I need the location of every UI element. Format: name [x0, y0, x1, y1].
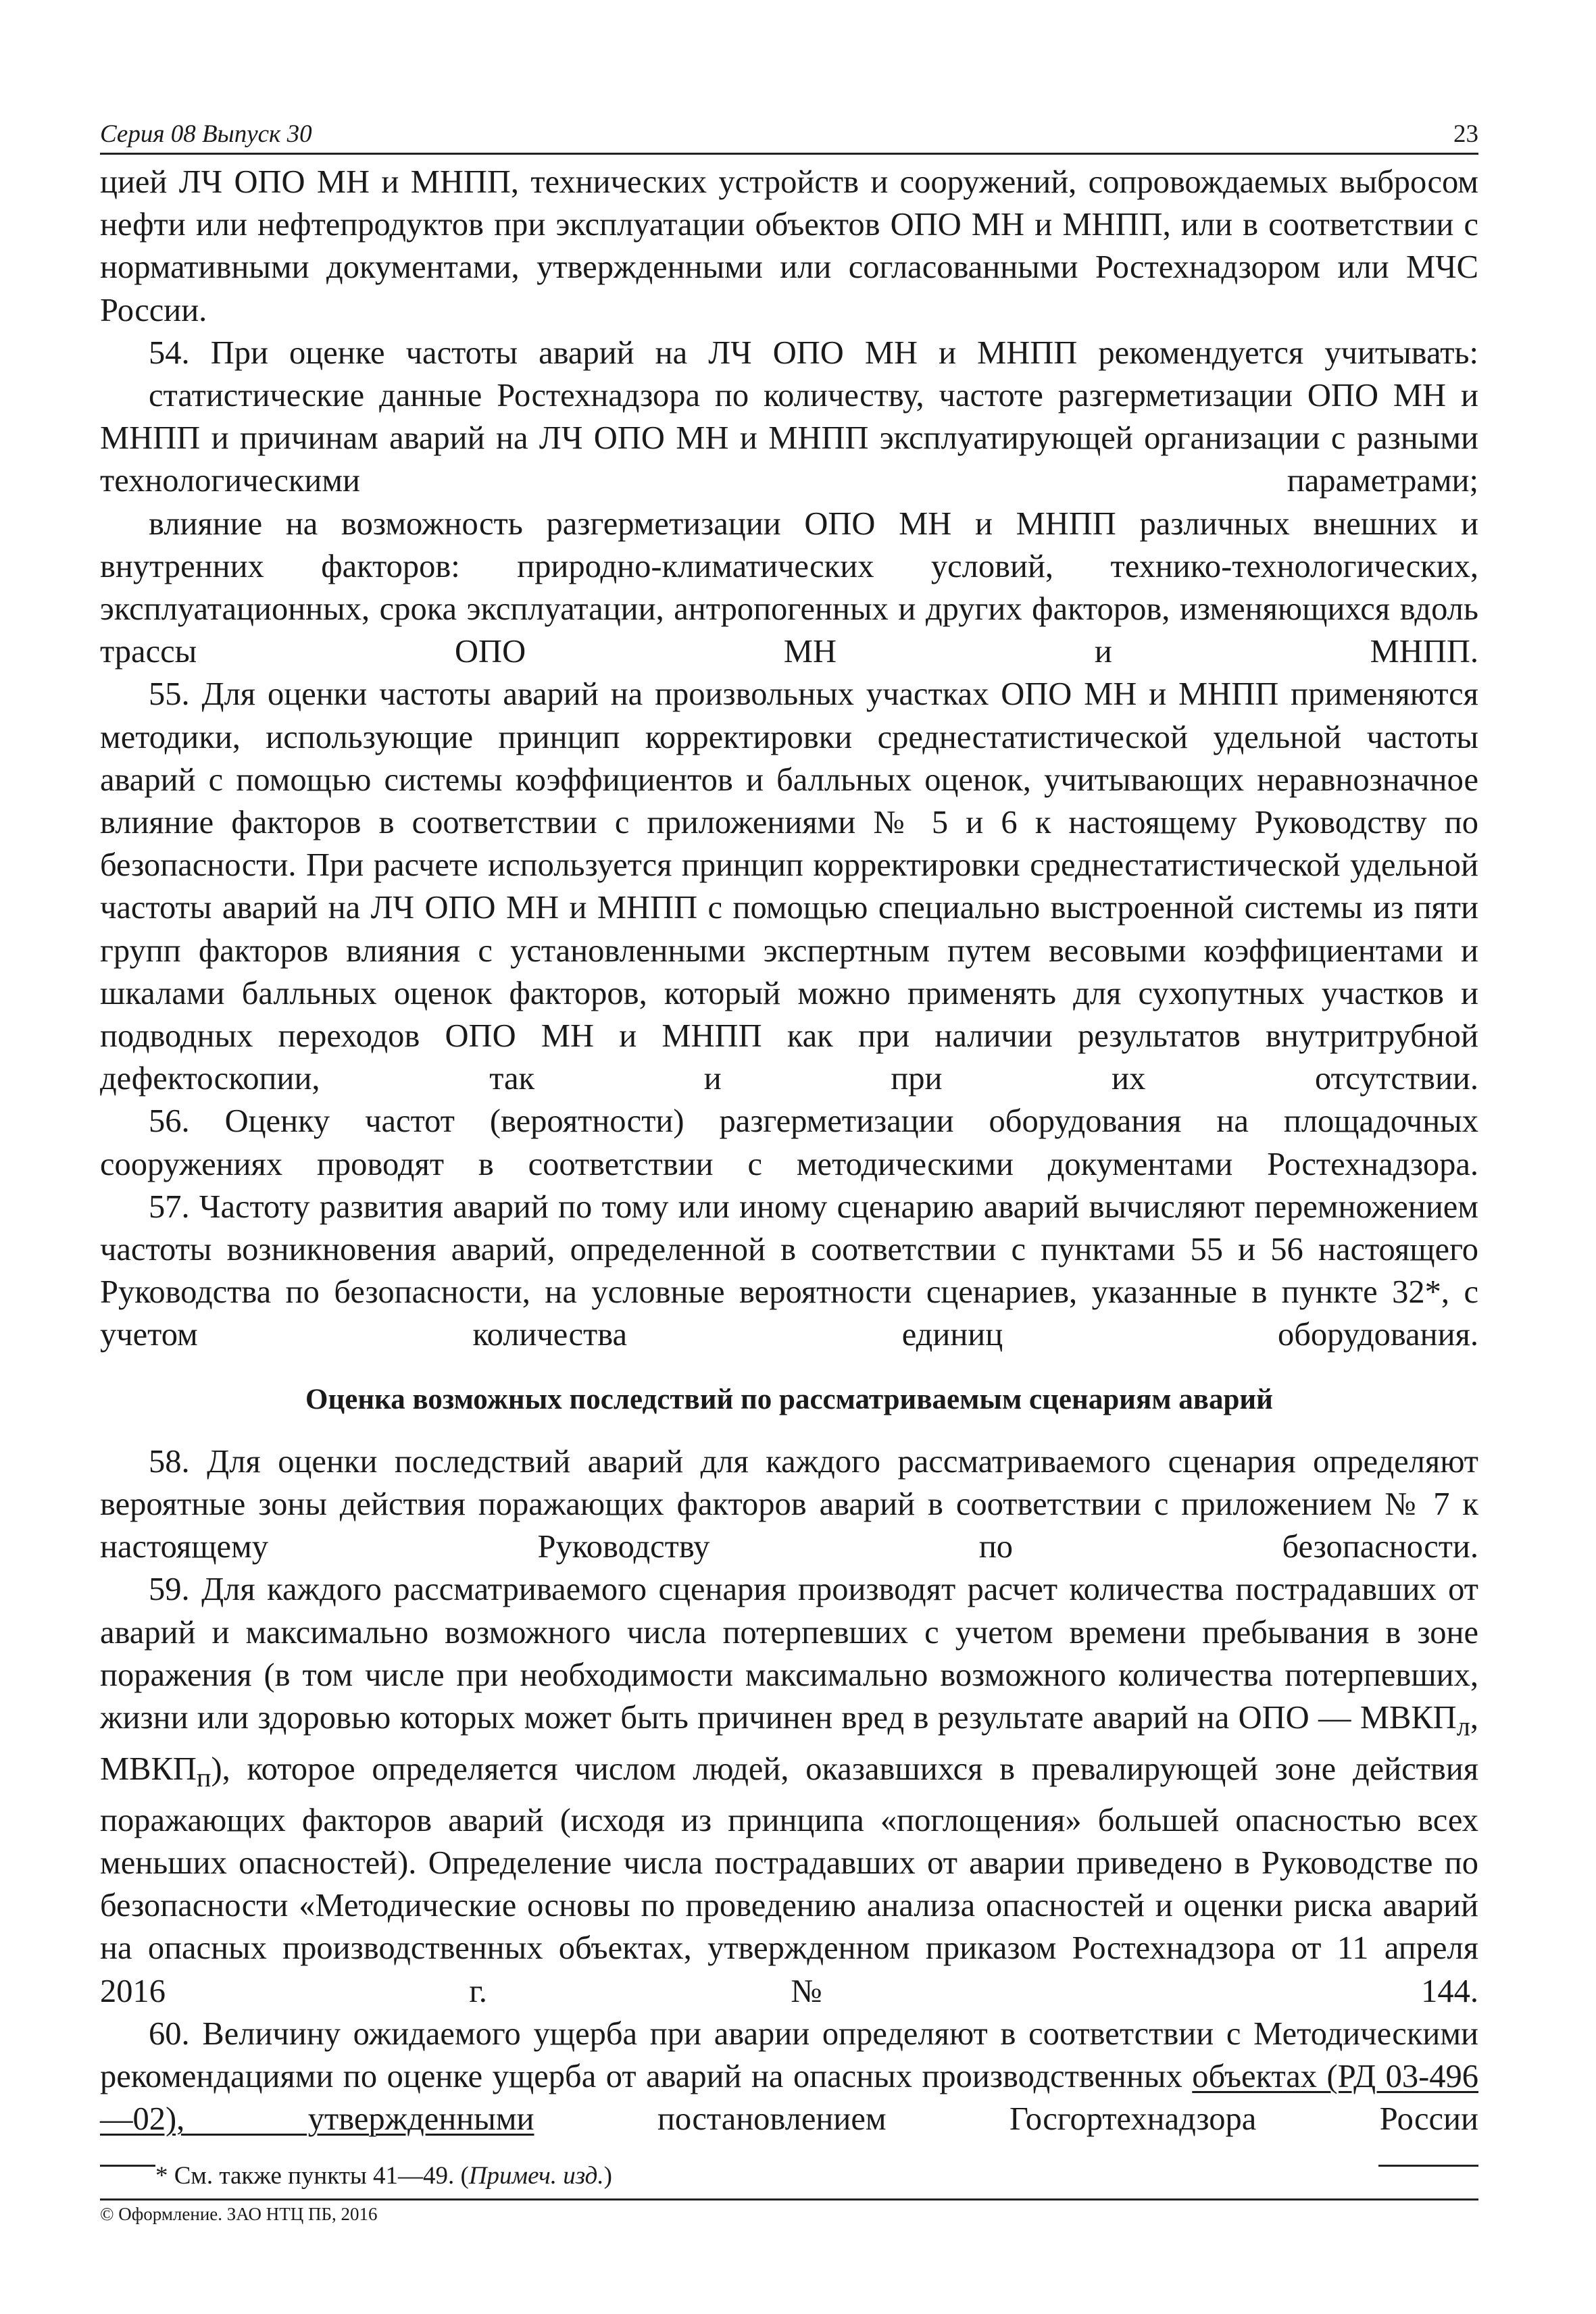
- paragraph-57: 57. Частоту развития аварий по тому или иному сценарию аварий вычисляют перемножением частоты возникновения аварий, определенной в соответствии с пунктами 55 и 56 настоящего Руководства по безопасности, на условные вероятности сценариев, указанные в пункте 32*, с учетом количества единиц оборудования.: [100, 1188, 1478, 1353]
- paragraph-59-part-a: 59. Для каждого рассматриваемого сценария производят расчет количества пострадавших от аварий и максимально возможного числа потерпевших с учетом времени пребывания в зоне поражения (в том числе при необходимости максимально возможного количества потерпевших, жизни или здоровью которых может быть причинен вред в результате аварий на ОПО — МВКП: [100, 1571, 1478, 1736]
- paragraph-58: 58. Для оценки последствий аварий для каждого рассматриваемого сценария определяют вероятные зоны действия поражающих факторов аварий в соответствии с приложением № 7 к настоящему Руководству по безопасности.: [100, 1443, 1478, 1565]
- paragraph-59: [100, 1568, 1478, 2012]
- footnote: [155, 2159, 1378, 2193]
- body-text: [100, 161, 1478, 2140]
- page-number: 23: [1453, 120, 1478, 148]
- subscript-l: л: [1456, 1711, 1470, 1742]
- paragraph-54-item-1: статистические данные Ростехнадзора по количеству, частоте разгерметизации ОПО МН и МНПП и причинам аварий на ЛЧ ОПО МН и МНПП эксплуатирующей организации с разными технологическими параметрами;: [100, 378, 1478, 499]
- paragraph-intro: цией ЛЧ ОПО МН и МНПП, технических устройств и сооружений, сопровождаемых выбросом нефти или нефтепродуктов при эксплуатации объектов ОПО МН и МНПП, или в соответствии с нормативными документами, утвержденными или согласованными Ростехнадзором или МЧС России.: [100, 164, 1478, 328]
- section-heading: Оценка возможных последствий по рассматриваемым сценариям аварий: [305, 1383, 1273, 1415]
- paragraph-54-item-2: влияние на возможность разгерметизации ОПО МН и МНПП различных внешних и внутренних факторов: природно-климатических условий, технико-технологических, эксплуатационных, срока эксплуатации, антропогенных и других факторов, изменяющихся вдоль трассы ОПО МН и МНПП.: [100, 505, 1478, 670]
- paragraph-59-part-b: , МВКП: [100, 1699, 1478, 1787]
- paragraph-60-part-a: 60. Величину ожидаемого ущерба при аварии определяют в соответствии с Методическими рекомендациями по оценке ущерба от аварий на опасных производственных: [100, 2015, 1478, 2094]
- paragraph-54: 54. При оценке частоты аварий на ЛЧ ОПО МН и МНПП рекомендуется учитывать:: [149, 334, 1478, 371]
- paragraph-59-part-c: ), которое определяется числом людей, оказавшихся в превалирующей зоне действия поражающих факторов аварий (исходя из принципа «поглощения» большей опасностью всех меньших опасностей). Определение числа пострадавших от аварии приведено в Руководстве по безопасности «Методические основы по проведению анализа опасностей и оценки риска аварий на опасных производственных объектах, утвержденном приказом Ростехнадзора от 11 апреля 2016 г. № 144.: [100, 1751, 1478, 2009]
- bottom-rule: [100, 2198, 1478, 2200]
- running-header: [100, 114, 1478, 155]
- paragraph-56: 56. Оценку частот (вероятности) разгерметизации оборудования на площадочных сооружениях проводят в соответствии с методическими документами Ростехнадзора.: [100, 1103, 1478, 1182]
- footnote-note: Примеч. изд.: [468, 2162, 604, 2190]
- copyright: © Оформление. ЗАО НТЦ ПБ, 2016: [100, 2204, 378, 2224]
- paragraph-60-part-b: постановлением Госгортехнадзора России: [534, 2101, 1478, 2138]
- subscript-p: п: [196, 1762, 211, 1793]
- paragraph-60-underlined: объектах (РД 03-496—02), утвержденными: [100, 2058, 1478, 2138]
- paragraph-60: [100, 2013, 1478, 2141]
- footnote-close: ): [603, 2162, 612, 2190]
- footnote-text: * См. также пункты 41—49. (: [155, 2162, 469, 2190]
- paragraph-55: 55. Для оценки частоты аварий на произвольных участках ОПО МН и МНПП применяются методики, использующие принцип корректировки среднестатистической удельной частоты аварий с помощью системы коэффициентов и балльных оценок, учитывающих неравнозначное влияние факторов в соответствии с приложениями № 5 и 6 к настоящему Руководству по безопасности. При расчете используется принцип корректировки среднестатистической удельной частоты аварий на ЛЧ ОПО МН и МНПП с помощью специально выстроенной системы из пяти групп факторов влияния с установленными экспертным путем весовыми коэффициентами и шкалами балльных оценок факторов, который можно применять для сухопутных участков и подводных переходов ОПО МН и МНПП как при наличии результатов внутритрубной дефектоскопии, так и при их отсутствии.: [100, 676, 1478, 1097]
- series-title: Серия 08 Выпуск 30: [100, 120, 312, 148]
